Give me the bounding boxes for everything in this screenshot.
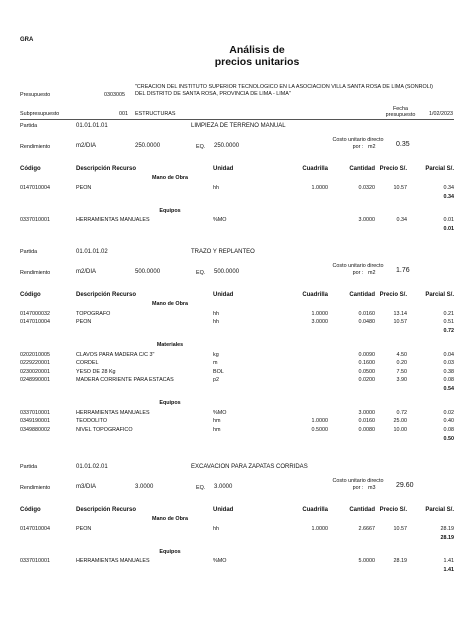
- col-header-precio: Precio S/.: [379, 507, 407, 513]
- subpresupuesto-description: ESTRUCTURAS: [135, 111, 176, 117]
- partida-label: Partida: [20, 123, 38, 129]
- row-parcial: 0.40: [443, 418, 454, 424]
- col-header-cantidad: Cantidad: [349, 166, 375, 172]
- row-code: 0147010004: [20, 319, 50, 325]
- row-unit: hh: [213, 184, 219, 191]
- col-header-cuadrilla: Cuadrilla: [302, 166, 328, 172]
- row-parcial: 0.08: [443, 377, 454, 383]
- row-parcial: 0.01: [443, 217, 454, 223]
- col-header-codigo: Código: [20, 292, 41, 298]
- row-precio: 10.00: [393, 426, 407, 433]
- eq-value: 500.0000: [214, 269, 240, 275]
- row-code: 0147010004: [20, 525, 50, 532]
- costo-unitario-unit: m3: [368, 484, 376, 491]
- doc-title-line1: Análisis de: [229, 44, 285, 56]
- row-unit: BOL: [213, 368, 224, 375]
- row-code: 0147000032: [20, 310, 50, 317]
- row-cuadrilla: 1.0000: [311, 418, 328, 424]
- company-code: GRA: [20, 37, 34, 43]
- row-unit: m: [213, 360, 218, 366]
- row-parcial: 0.02: [443, 409, 454, 416]
- eq-label: EQ.: [196, 270, 206, 276]
- rendimiento-value: 500.0000: [135, 269, 161, 275]
- row-description: HERRAMIENTAS MANUALES: [76, 558, 150, 564]
- row-unit: %MO: [213, 558, 227, 564]
- row-code: 0337010001: [20, 409, 50, 416]
- col-header-cantidad: Cantidad: [349, 507, 375, 513]
- row-parcial: 0.04: [443, 351, 454, 358]
- partida-name: EXCAVACION PARA ZAPATAS CORRIDAS: [191, 464, 308, 470]
- rendimiento-unit: m2/DIA: [76, 143, 97, 149]
- row-parcial: 1.41: [443, 558, 454, 564]
- eq-label: EQ.: [196, 485, 206, 491]
- row-precio: 10.57: [393, 525, 407, 532]
- row-parcial: 0.08: [443, 426, 454, 433]
- row-description: MADERA CORRIENTE PARA ESTACAS: [76, 377, 174, 383]
- group-total: 0.54: [443, 386, 454, 392]
- row-parcial: 0.03: [443, 360, 454, 366]
- row-precio: 25.00: [393, 418, 407, 424]
- eq-value: 3.0000: [214, 484, 233, 490]
- partida-code: 01.01.02.01: [76, 464, 108, 470]
- row-parcial: 0.38: [443, 368, 454, 375]
- eq-value: 250.0000: [214, 143, 240, 149]
- row-code: 0147010004: [20, 184, 50, 191]
- col-header-unidad: Unidad: [213, 507, 234, 513]
- header-divider: [20, 119, 454, 120]
- group-title: Equipos: [159, 548, 181, 555]
- row-code: 0349190001: [20, 418, 50, 424]
- row-unit: %MO: [213, 409, 227, 416]
- row-cantidad: 0.0320: [358, 184, 375, 191]
- row-precio: 7.50: [396, 368, 407, 375]
- row-cantidad: 0.0200: [358, 377, 375, 383]
- group-total: 0.34: [443, 193, 454, 200]
- partida-name: LIMPIEZA DE TERRENO MANUAL: [191, 123, 286, 129]
- row-code: 0337010001: [20, 558, 50, 564]
- col-header-cuadrilla: Cuadrilla: [302, 507, 328, 513]
- row-precio: 28.19: [393, 558, 407, 564]
- col-header-cantidad: Cantidad: [349, 292, 375, 298]
- costo-unitario-label: Costo unitario directo por :: [332, 137, 384, 150]
- group-title: Equipos: [159, 207, 181, 214]
- row-cantidad: 3.0000: [358, 217, 375, 223]
- row-parcial: 0.51: [443, 319, 454, 325]
- row-cantidad: 5.0000: [358, 558, 375, 564]
- group-total: 0.50: [443, 435, 454, 442]
- row-description: CORDEL: [76, 360, 99, 366]
- row-code: 0202010005: [20, 351, 50, 358]
- row-cantidad: 0.0480: [358, 319, 375, 325]
- col-header-unidad: Unidad: [213, 166, 234, 172]
- col-header-parcial: Parcial S/.: [425, 292, 454, 298]
- row-description: HERRAMIENTAS MANUALES: [76, 409, 150, 416]
- row-unit: p2: [213, 377, 219, 383]
- rendimiento-label: Rendimiento: [20, 270, 51, 276]
- partida-code: 01.01.01.02: [76, 249, 108, 255]
- rendimiento-label: Rendimiento: [20, 485, 51, 491]
- fecha-label: Fecha presupuesto: [385, 106, 416, 118]
- group-total: 1.41: [443, 567, 454, 573]
- col-header-precio: Precio S/.: [379, 292, 407, 298]
- row-parcial: 0.34: [443, 184, 454, 191]
- costo-unitario-value: 1.76: [396, 267, 410, 274]
- row-description: TOPOGRAFO: [76, 310, 111, 317]
- row-precio: 10.57: [393, 184, 407, 191]
- row-precio: 10.57: [393, 319, 407, 325]
- group-title: Mano de Obra: [152, 516, 188, 522]
- col-header-descripcion: Descripción Recurso: [76, 166, 137, 172]
- col-header-unidad: Unidad: [213, 292, 234, 298]
- partida-label: Partida: [20, 249, 38, 255]
- row-cantidad: 0.0160: [358, 310, 375, 317]
- rendimiento-unit: m2/DIA: [76, 269, 97, 275]
- row-cuadrilla: 1.0000: [311, 184, 328, 191]
- partida-name: TRAZO Y REPLANTEO: [191, 249, 255, 255]
- row-cantidad: 2.6667: [358, 525, 375, 532]
- rendimiento-value: 250.0000: [135, 143, 161, 149]
- row-code: 0229220001: [20, 360, 50, 366]
- row-cantidad: 0.0090: [358, 351, 375, 358]
- col-header-parcial: Parcial S/.: [425, 166, 454, 172]
- row-precio: 0.34: [396, 217, 407, 223]
- col-header-precio: Precio S/.: [379, 166, 407, 172]
- group-total: 0.01: [443, 226, 454, 232]
- row-unit: %MO: [213, 217, 227, 223]
- row-cantidad: 3.0000: [358, 409, 375, 416]
- eq-label: EQ.: [196, 144, 206, 150]
- costo-unitario-value: 29.60: [396, 482, 414, 489]
- costo-unitario-unit: m2: [368, 269, 376, 276]
- group-title: Mano de Obra: [152, 175, 188, 181]
- costo-unitario-unit: m2: [368, 143, 376, 150]
- row-code: 0337010001: [20, 217, 50, 223]
- row-description: CLAVOS PARA MADERA C/C 3": [76, 351, 155, 358]
- group-total: 28.19: [440, 534, 454, 541]
- row-cantidad: 0.0080: [358, 426, 375, 433]
- row-description: YESO DE 28 Kg: [76, 368, 116, 375]
- row-precio: 0.20: [396, 360, 407, 366]
- row-unit: kg: [213, 351, 219, 358]
- row-description: NIVEL TOPOGRAFICO: [76, 426, 133, 433]
- subpresupuesto-label: Subpresupuesto: [20, 111, 60, 117]
- group-title: Materiales: [156, 342, 184, 348]
- row-unit: hm: [213, 426, 221, 433]
- row-unit: hh: [213, 310, 219, 317]
- presupuesto-code: 0303005: [104, 92, 125, 98]
- row-description: TEODOLITO: [76, 418, 108, 424]
- col-header-parcial: Parcial S/.: [425, 507, 454, 513]
- group-title: Mano de Obra: [152, 301, 188, 307]
- row-code: 0230020001: [20, 368, 50, 375]
- row-description: PEON: [76, 319, 92, 325]
- rendimiento-unit: m3/DIA: [76, 484, 97, 490]
- group-title: Equipos: [159, 400, 181, 406]
- row-description: HERRAMIENTAS MANUALES: [76, 217, 150, 223]
- costo-unitario-value: 0.35: [396, 141, 410, 148]
- row-precio: 3.90: [396, 377, 407, 383]
- col-header-codigo: Código: [20, 166, 41, 172]
- rendimiento-label: Rendimiento: [20, 144, 51, 150]
- costo-unitario-label: Costo unitario directo por :: [332, 478, 384, 491]
- row-cantidad: 0.0500: [358, 368, 375, 375]
- fecha-value: 1/02/2023: [429, 111, 453, 117]
- row-unit: hm: [213, 418, 221, 424]
- row-code: 0349880002: [20, 426, 50, 433]
- row-description: PEON: [76, 184, 92, 191]
- row-cuadrilla: 0.5000: [311, 426, 328, 433]
- row-cantidad: 0.1600: [358, 360, 375, 366]
- col-header-descripcion: Descripción Recurso: [76, 507, 137, 513]
- partida-label: Partida: [20, 464, 38, 470]
- row-parcial: 28.19: [440, 525, 454, 532]
- rendimiento-value: 3.0000: [135, 484, 154, 490]
- row-cuadrilla: 3.0000: [311, 319, 328, 325]
- row-precio: 4.50: [396, 351, 407, 358]
- row-cantidad: 0.0160: [358, 418, 375, 424]
- costo-unitario-label: Costo unitario directo por :: [332, 263, 384, 276]
- row-description: PEON: [76, 525, 92, 532]
- row-unit: hh: [213, 525, 219, 532]
- row-cuadrilla: 1.0000: [311, 310, 328, 317]
- presupuesto-label: Presupuesto: [20, 92, 51, 98]
- col-header-codigo: Código: [20, 507, 41, 513]
- row-unit: hh: [213, 319, 219, 325]
- partida-code: 01.01.01.01: [76, 123, 108, 129]
- row-cuadrilla: 1.0000: [311, 525, 328, 532]
- doc-title-line2: precios unitarios: [214, 56, 300, 68]
- presupuesto-description: "CREACION DEL INSTITUTO SUPERIOR TECNOLOGICO EN LA ASOCIACION VILLA SANTA ROSA DE LIMA (SONROLI) DEL DISTRITO DE SANTA ROSA, PROVINCIA DE LIMA - LIMA": [135, 84, 433, 98]
- col-header-descripcion: Descripción Recurso: [76, 292, 137, 298]
- row-precio: 0.72: [396, 409, 407, 416]
- col-header-cuadrilla: Cuadrilla: [302, 292, 328, 298]
- row-precio: 13.14: [393, 310, 407, 317]
- group-total: 0.72: [443, 328, 454, 334]
- row-code: 0248990001: [20, 377, 50, 383]
- row-parcial: 0.21: [443, 310, 454, 317]
- subpresupuesto-code: 001: [119, 111, 128, 117]
